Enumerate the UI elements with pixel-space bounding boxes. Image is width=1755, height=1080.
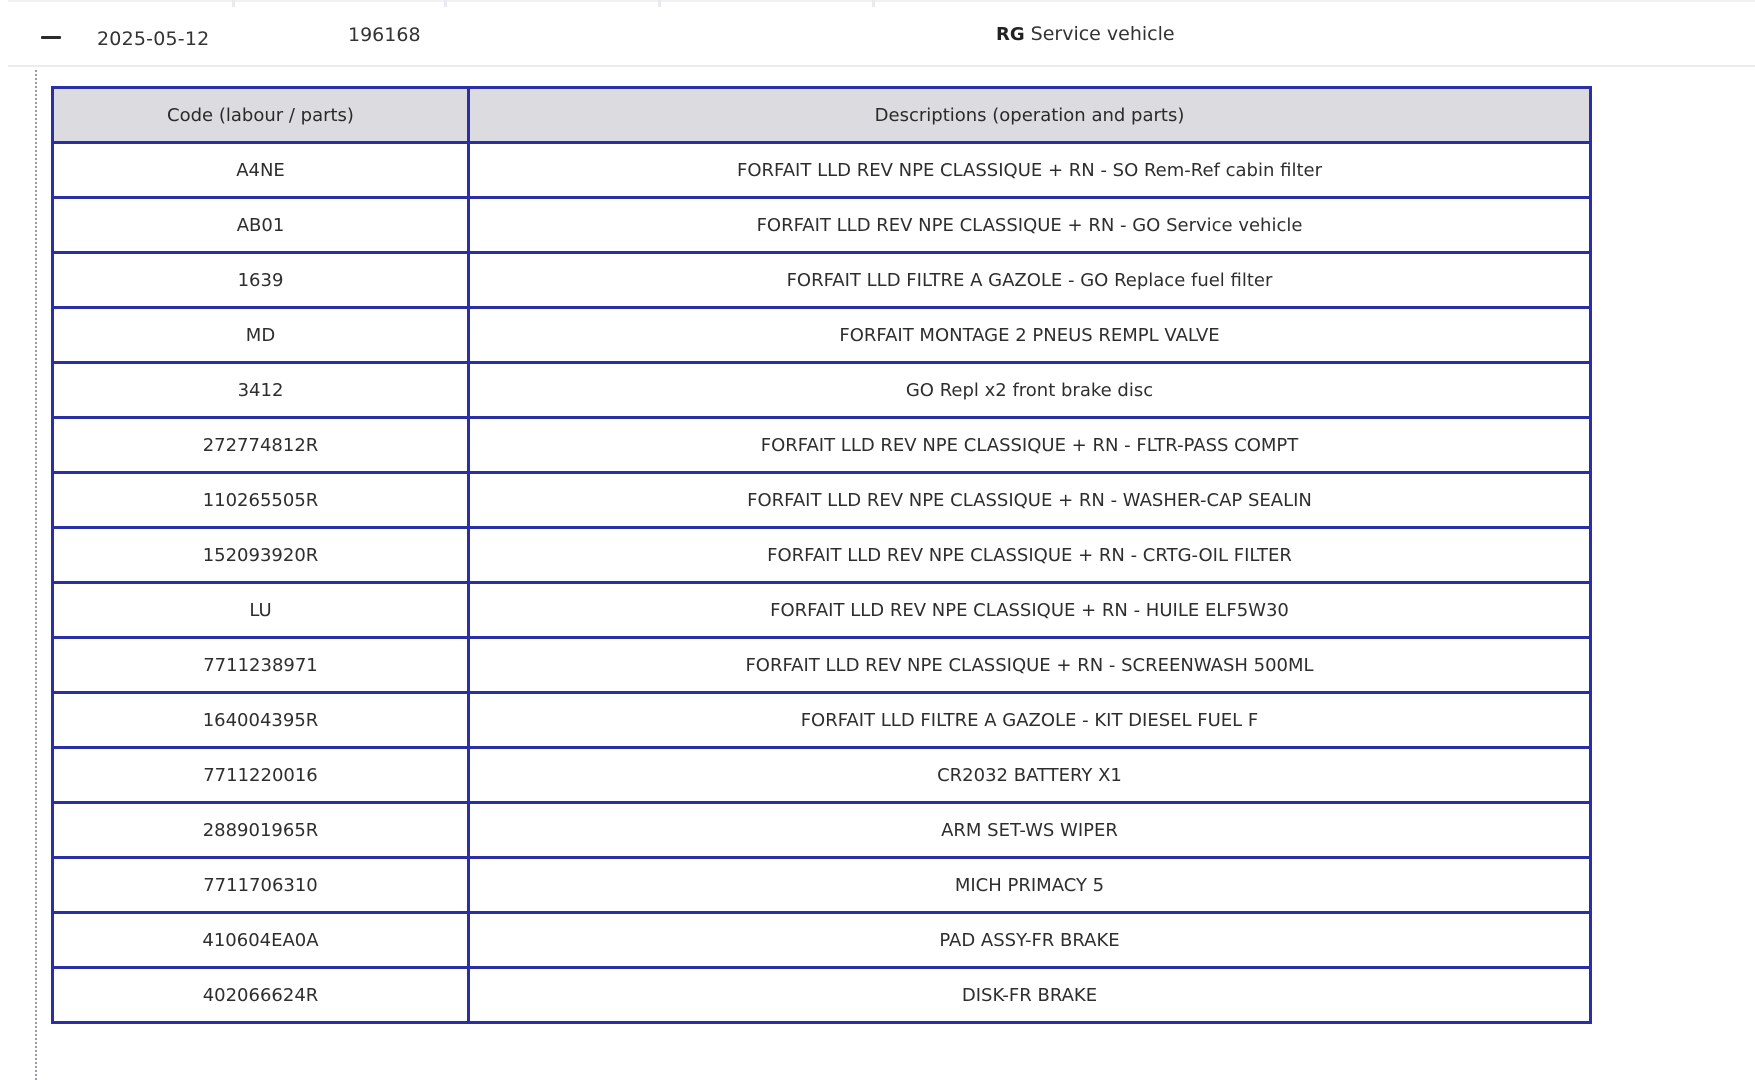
column-divider [444,0,447,7]
part-description: FORFAIT LLD REV NPE CLASSIQUE + RN - FLTR-PASS COMPT [469,418,1591,473]
part-code: 3412 [53,363,469,418]
row-bottom-divider [8,65,1755,67]
service-number: 196168 [348,24,421,46]
part-code: 402066624R [53,968,469,1023]
minus-icon [41,36,61,39]
part-code: AB01 [53,198,469,253]
part-description: FORFAIT LLD FILTRE A GAZOLE - KIT DIESEL FUEL F [469,693,1591,748]
table-row [53,473,1591,528]
part-description: FORFAIT LLD REV NPE CLASSIQUE + RN - WASHER-CAP SEALIN [469,473,1591,528]
part-code: 7711706310 [53,858,469,913]
table-row [53,418,1591,473]
part-description: FORFAIT LLD REV NPE CLASSIQUE + RN - SO Rem-Ref cabin filter [469,143,1591,198]
table-row [53,748,1591,803]
table-row [53,638,1591,693]
part-description: GO Repl x2 front brake disc [469,363,1591,418]
table-row [53,143,1591,198]
part-code: 272774812R [53,418,469,473]
table-row [53,693,1591,748]
part-code: 410604EA0A [53,913,469,968]
service-operation [996,23,1175,45]
table-row [53,858,1591,913]
table-row [53,968,1591,1023]
part-code: 152093920R [53,528,469,583]
table-row [53,528,1591,583]
service-date: 2025-05-12 [97,28,210,50]
column-header-code: Code (labour / parts) [53,88,469,143]
operation-label: Service vehicle [1030,23,1175,45]
table-row [53,198,1591,253]
part-description: FORFAIT LLD REV NPE CLASSIQUE + RN - HUILE ELF5W30 [469,583,1591,638]
part-description: DISK-FR BRAKE [469,968,1591,1023]
table-row [53,803,1591,858]
part-description: MICH PRIMACY 5 [469,858,1591,913]
table-row [53,913,1591,968]
part-description: FORFAIT LLD REV NPE CLASSIQUE + RN - SCREENWASH 500ML [469,638,1591,693]
service-summary-row[interactable] [8,0,1755,67]
part-code: 7711238971 [53,638,469,693]
part-code: 110265505R [53,473,469,528]
tree-guide-line [35,70,37,1080]
column-divider [658,0,661,7]
part-description: PAD ASSY-FR BRAKE [469,913,1591,968]
table-row [53,583,1591,638]
part-code: A4NE [53,143,469,198]
table-row [53,253,1591,308]
parts-table [51,86,1592,1024]
part-description: FORFAIT LLD REV NPE CLASSIQUE + RN - CRTG-OIL FILTER [469,528,1591,583]
part-description: FORFAIT LLD FILTRE A GAZOLE - GO Replace fuel filter [469,253,1591,308]
part-description: FORFAIT MONTAGE 2 PNEUS REMPL VALVE [469,308,1591,363]
part-code: 164004395R [53,693,469,748]
table-row [53,363,1591,418]
operation-code: RG [996,24,1025,45]
part-description: FORFAIT LLD REV NPE CLASSIQUE + RN - GO Service vehicle [469,198,1591,253]
row-top-divider [8,0,1755,2]
collapse-toggle-button[interactable] [32,22,72,52]
part-description: CR2032 BATTERY X1 [469,748,1591,803]
part-code: MD [53,308,469,363]
part-code: LU [53,583,469,638]
part-code: 7711220016 [53,748,469,803]
part-description: ARM SET-WS WIPER [469,803,1591,858]
column-divider [872,0,875,7]
table-header-row [53,88,1591,143]
part-code: 288901965R [53,803,469,858]
part-code: 1639 [53,253,469,308]
column-header-description: Descriptions (operation and parts) [469,88,1591,143]
table-row [53,308,1591,363]
column-divider [232,0,235,7]
